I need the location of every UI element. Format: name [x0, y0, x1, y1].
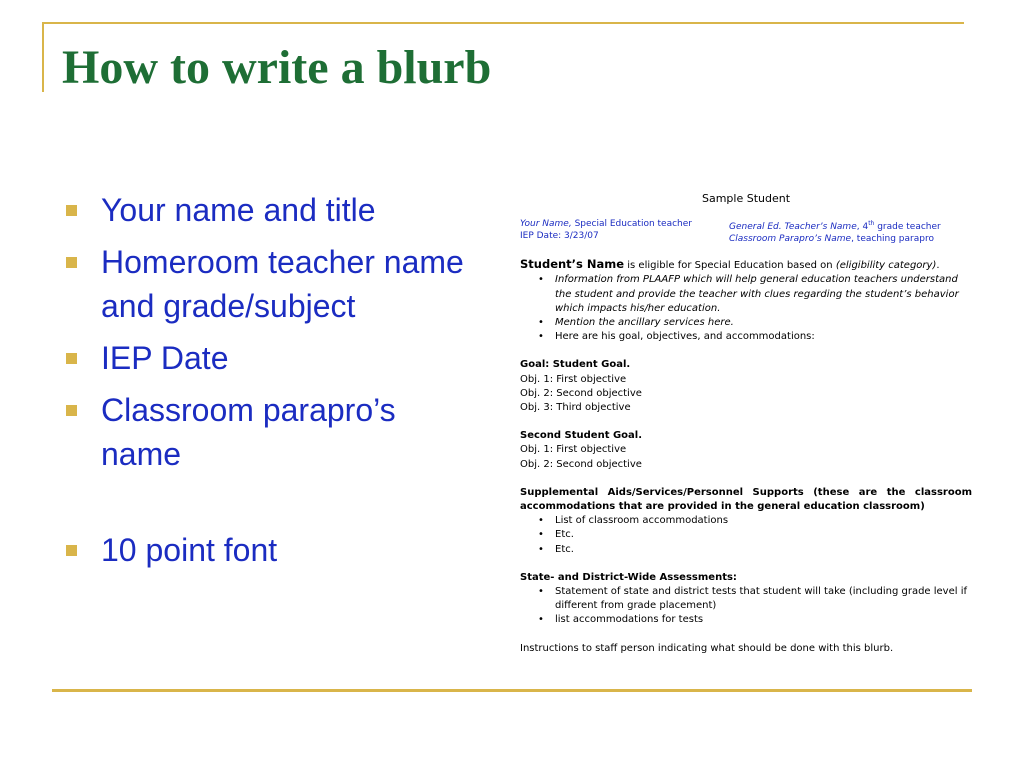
square-bullet-icon: [66, 205, 77, 216]
list-item: • Statement of state and district tests that student will take (including grade level if different from grade placement): [555, 585, 972, 613]
list-item: • Mention the ancillary services here.: [555, 316, 972, 330]
list-item: • Etc.: [555, 543, 972, 557]
square-bullet-icon: [66, 257, 77, 268]
square-bullet-icon: [66, 405, 77, 416]
intro-bullets: [520, 273, 972, 344]
left-rule: [42, 22, 44, 92]
parapro-role: , teaching parapro: [851, 234, 934, 245]
supplemental-section: Supplemental Aids/Services/Personnel Supports (these are the classroom accommodations that are provided in the general education classroom) • List of classroom accommodations • Etc. • Etc.: [520, 486, 972, 557]
bullet-item: IEP Date: [64, 336, 464, 380]
list-item: • List of classroom accommodations: [555, 514, 972, 528]
bottom-rule: [52, 689, 972, 692]
list-item: • list accommodations for tests: [555, 613, 972, 627]
list-item: • Information from PLAAFP which will help general education teachers understand the student and provide the teacher with clues regarding the student’s behavior which impacts his/her education.: [555, 273, 972, 316]
assessments-section: State- and District-Wide Assessments: • Statement of state and district tests that student will take (including grade level if different from grade placement) • list accommodations for tests: [520, 571, 972, 628]
goal-1: Goal: Student Goal. Obj. 1: First objective Obj. 2: Second objective Obj. 3: Third objective: [520, 358, 972, 415]
objective: Obj. 2: Second objective: [520, 387, 642, 399]
bullet-item: Your name and title: [64, 188, 464, 232]
bullet-item: Homeroom teacher name and grade/subject: [64, 240, 464, 328]
objective: Obj. 2: Second objective: [520, 458, 642, 470]
iep-date: IEP Date: 3/23/07: [520, 231, 599, 242]
sample-blurb: [520, 192, 972, 656]
list-item: • Here are his goal, objectives, and accommodations:: [555, 330, 972, 344]
square-bullet-icon: [66, 353, 77, 364]
your-name: Your Name,: [520, 219, 572, 230]
objective: Obj. 1: First objective: [520, 373, 627, 385]
gen-ed-teacher-name: General Ed. Teacher’s Name: [729, 222, 857, 233]
list-item: • Etc.: [555, 528, 972, 542]
goal-2: Second Student Goal. Obj. 1: First objective Obj. 2: Second objective: [520, 429, 972, 472]
objective: Obj. 3: Third objective: [520, 402, 631, 414]
sample-header: Your Name, Special Education teacher IEP Date: 3/23/07 General Ed. Teacher’s Name, 4th grade teacher Classroom Parapro’s Name, teaching parapro: [520, 219, 941, 245]
square-bullet-icon: [66, 545, 77, 556]
bullet-item: Classroom parapro’s name: [64, 388, 464, 476]
parapro-name: Classroom Parapro’s Name: [729, 234, 852, 245]
top-rule: [42, 22, 964, 24]
instructions: Instructions to staff person indicating what should be done with this blurb.: [520, 642, 894, 654]
objective: Obj. 1: First objective: [520, 444, 627, 456]
sample-heading: Sample Student: [701, 192, 791, 205]
bullet-item: 10 point font: [64, 528, 464, 572]
intro-paragraph: Student’s Name is eligible for Special Education based on (eligibility category).: [520, 257, 940, 272]
bullet-list: [64, 188, 464, 580]
slide-title: How to write a blurb: [62, 41, 492, 94]
your-title: Special Education teacher: [571, 219, 692, 230]
